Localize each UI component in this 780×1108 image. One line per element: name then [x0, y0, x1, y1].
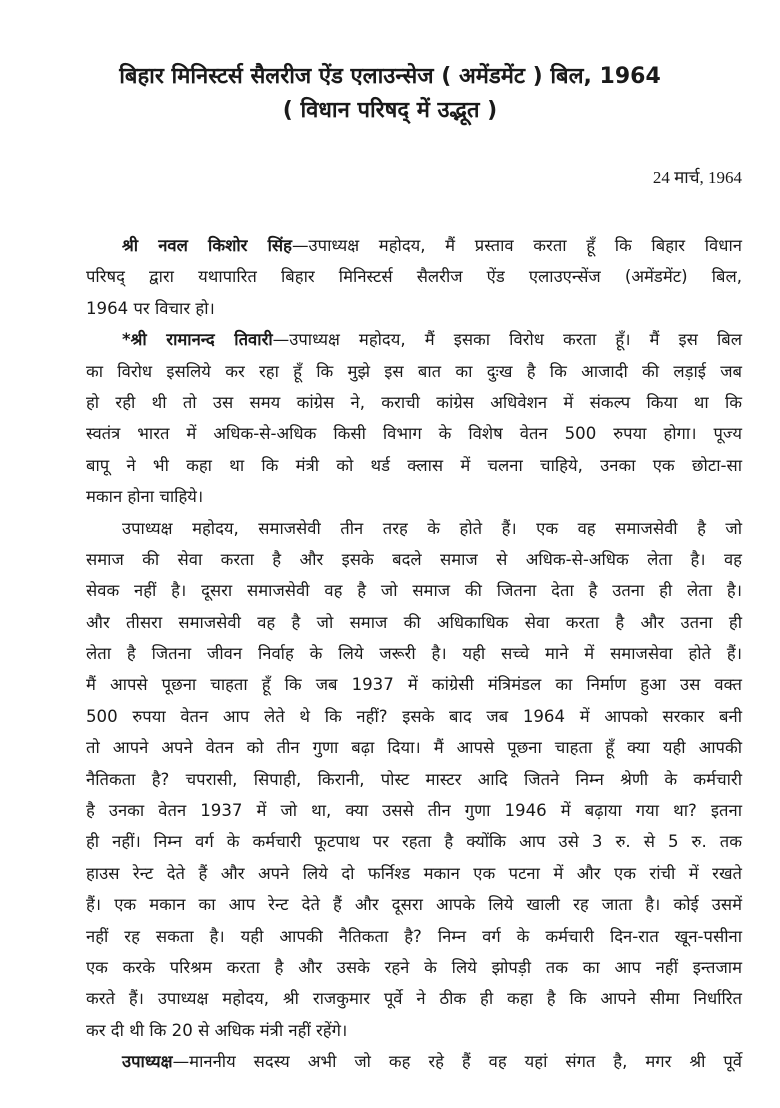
line-text: —उपाध्यक्ष महोदय, मैं इसका विरोध करता हूँ। मैं इस बिल [272, 330, 742, 350]
line-text: 500 रुपया वेतन आप लेते थे कि नहीं? इसके बाद जब 1964 में आपको सरकार बनी [86, 706, 742, 726]
line-text: समाज की सेवा करता है और इसके बदले समाज से अधिक-से-अधिक लेता है। वह [86, 549, 742, 569]
text-line [86, 418, 742, 449]
text-line [86, 607, 742, 638]
document-subtitle: ( विधान परिषद् में उद्भूत ) [282, 98, 498, 123]
text-line [86, 983, 742, 1014]
line-text: है उनका वेतन 1937 में जो था, क्या उससे तीन गुणा 1946 में बढ़ाया गया था? इतना [86, 801, 742, 821]
speaker-name: उपाध्यक्ष [122, 1052, 173, 1072]
line-text: हो रही थी तो उस समय कांग्रेस ने, कराची कांग्रेस अधिवेशन में संकल्प किया था कि [86, 392, 742, 412]
text-line [86, 826, 742, 857]
text-line [86, 1015, 742, 1046]
line-text: सेवक नहीं है। दूसरा समाजसेवी वह है जो समाज की जितना देता है उतना ही लेता है। [86, 581, 742, 601]
text-line [86, 261, 742, 292]
line-text: 1964 पर विचार हो। [86, 298, 215, 318]
line-text: परिषद् द्वारा यथापारित बिहार मिनिस्टर्स सैलरीज ऐंड एलाउएन्सेंज (अमेंडमेंट) बिल, [86, 267, 742, 287]
text-line [86, 669, 742, 700]
text-line [86, 544, 742, 575]
text-line [86, 450, 742, 481]
text-line [86, 230, 742, 261]
text-line [86, 638, 742, 669]
line-text: हैं। एक मकान का आप रेन्ट देते हैं और दूसरा आपके लिये खाली रह जाता है। कोई उसमें [86, 895, 742, 915]
text-line [86, 513, 742, 544]
document-date: 24 मार्च, 1964 [652, 168, 742, 187]
text-line [86, 889, 742, 920]
line-text: नैतिकता है? चपरासी, सिपाही, किरानी, पोस्ट मास्टर आदि जितने निम्न श्रेणी के कर्मचारी [86, 769, 742, 789]
document-title: बिहार मिनिस्टर्स सैलरीज ऐंड एलाउन्सेज ( अमेंडमेंट ) बिल, 1964 [119, 64, 661, 89]
line-text: हाउस रेन्ट देते हैं और अपने लिये दो फर्निश्ड मकान एक पटना में और एक रांची में रखते [86, 863, 742, 883]
line-text: ही नहीं। निम्न वर्ग के कर्मचारी फूटपाथ पर रहता है क्योंकि आप उसे 3 रु. से 5 रु. तक [86, 832, 742, 852]
line-text: —माननीय सदस्य अभी जो कह रहे हैं वह यहां संगत है, मगर श्री पूर्वे [172, 1052, 742, 1072]
line-text: और तीसरा समाजसेवी वह है जो समाज की अधिकाधिक सेवा करता है और उतना ही [86, 612, 742, 632]
text-line [86, 701, 742, 732]
text-line [86, 575, 742, 606]
line-text: करते हैं। उपाध्यक्ष महोदय, श्री राजकुमार पूर्वे ने ठीक ही कहा है कि आपने सीमा निर्धारित [86, 989, 742, 1009]
text-line [86, 952, 742, 983]
text-line [86, 356, 742, 387]
line-text: —उपाध्यक्ष महोदय, मैं प्रस्ताव करता हूँ कि बिहार विधान [291, 236, 742, 255]
text-line [86, 764, 742, 795]
text-line [86, 921, 742, 952]
line-text: लेता है जितना जीवन निर्वाह के लिये जरूरी है। यही सच्चे माने में समाजसेवा होते हैं। [86, 644, 742, 664]
line-text: कर दी थी कि 20 से अधिक मंत्री नहीं रहेंगे। [86, 1020, 348, 1040]
line-text: बापू ने भी कहा था कि मंत्री को थर्ड क्लास में चलना चाहिये, उनका एक छोटा-सा [86, 455, 742, 475]
line-text: उपाध्यक्ष महोदय, समाजसेवी तीन तरह के होते हैं। एक वह समाजसेवी है जो [122, 518, 742, 538]
line-text: का विरोध इसलिये कर रहा हूँ कि मुझे इस बात का दुःख है कि आजादी की लड़ाई जब [86, 361, 742, 381]
text-line [86, 1046, 742, 1077]
text-line [86, 324, 742, 355]
text-line [86, 387, 742, 418]
line-text: तो आपने अपने वेतन को तीन गुणा बढ़ा दिया। मैं आपसे पूछना चाहता हूँ क्या यही आपकी [86, 738, 742, 758]
line-text: स्वतंत्र भारत में अधिक-से-अधिक किसी विभाग के विशेष वेतन 500 रुपया होगा। पूज्य [86, 424, 742, 444]
line-text: नहीं रह सकता है। यही आपकी नैतिकता है? निम्न वर्ग के कर्मचारी दिन-रात खून-पसीना [86, 926, 742, 946]
line-text: मकान होना चाहिये। [86, 487, 204, 507]
text-line [86, 481, 742, 512]
speaker-name: श्री नवल किशोर सिंह [122, 236, 292, 255]
line-text: मैं आपसे पूछना चाहता हूँ कि जब 1937 में कांग्रेसी मंत्रिमंडल का निर्माण हुआ उस वक्त [86, 675, 742, 695]
text-line [86, 732, 742, 763]
text-line [86, 858, 742, 889]
document-body [86, 230, 742, 1078]
text-line [86, 795, 742, 826]
line-text: एक करके परिश्रम करता है और उसके रहने के लिये झोपड़ी तक का आप नहीं इन्तजाम [86, 957, 742, 977]
text-line [86, 293, 742, 324]
speaker-name: *श्री रामानन्द तिवारी [122, 330, 273, 350]
